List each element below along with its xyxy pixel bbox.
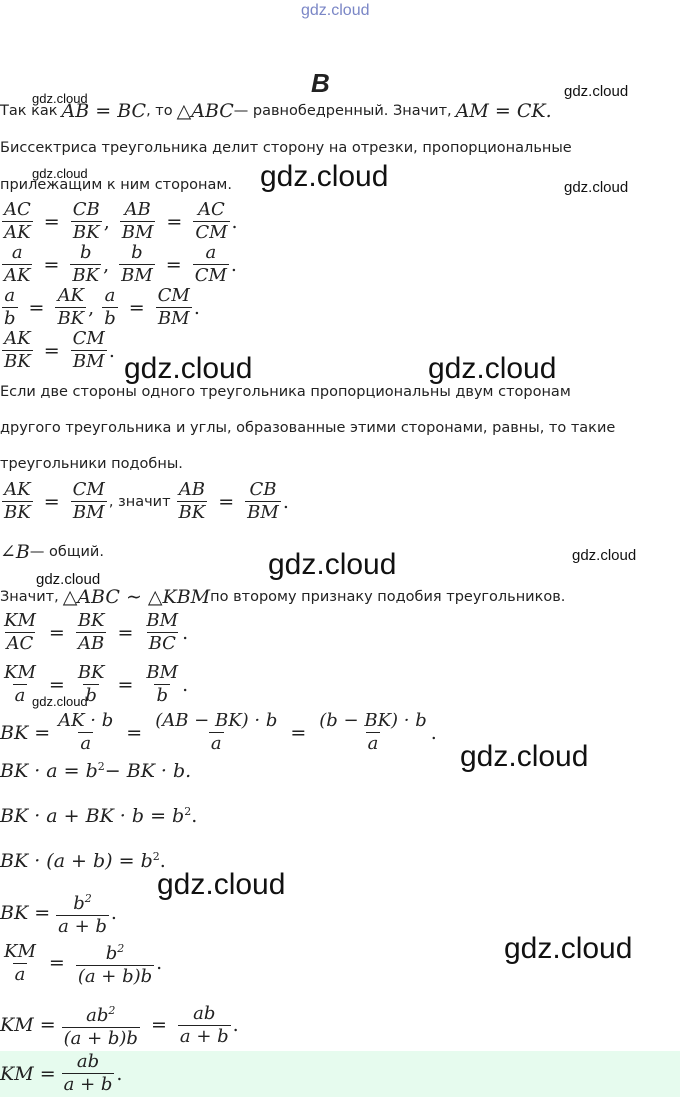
watermark: gdz.cloud (268, 548, 397, 581)
eq-row-4: $\frac{AK}{BK}$ = $\frac{CM}{BM}$ . (4, 328, 115, 372)
eq-row-8: BK = $\frac{AK \cdot b}{a}$ = $\frac{(AB - BK) \cdot b}{a}$ = $\frac{(b - BK) \cdot b}{a}$ . (0, 710, 437, 754)
watermark: gdz.cloud (157, 868, 286, 901)
text: , то (146, 103, 173, 119)
watermark: gdz.cloud (32, 91, 88, 106)
math: AM = CK. (455, 100, 552, 122)
text: Значит, (0, 589, 59, 605)
watermark: gdz.cloud (124, 352, 253, 385)
text-bisector: Биссектриса треугольника делит сторону на отрезки, пропорциональные (0, 140, 572, 156)
text: — общий. (29, 544, 104, 560)
eq-row-1: $\frac{AC}{AK}$ = $\frac{CB}{BK}$ , $\frac{AB}{BM}$ = $\frac{AC}{CM}$ . (4, 199, 238, 243)
watermark: gdz.cloud (260, 160, 389, 193)
watermark: gdz.cloud (32, 694, 88, 709)
text-theorem-2: другого треугольника и углы, образованные этими сторонами, равны, то такие (0, 420, 616, 436)
watermark: gdz.cloud (460, 740, 589, 773)
line-angle (0, 541, 104, 563)
line-isosceles (0, 100, 552, 122)
watermark: gdz.cloud (32, 166, 88, 181)
eq-row-6: $\frac{KM}{AC}$ = $\frac{BK}{AB}$ = $\frac{BM}{BC}$ . (4, 610, 189, 654)
eq-row-5: $\frac{AK}{BK}$ = $\frac{CM}{BM}$ , значит $\frac{AB}{BK}$ = $\frac{CB}{BM}$ . (4, 479, 289, 523)
eq-row-12: BK = $\frac{b^2}{a + b}$ . (0, 892, 117, 937)
math: AB = BC (61, 100, 147, 122)
watermark: gdz.cloud (564, 83, 629, 100)
text: — равнобедренный. Значит, (233, 103, 452, 119)
eq-row-14: KM = $\frac{ab^2}{(a + b)b}$ = $\frac{ab}{a + b}$ . (0, 1002, 239, 1049)
watermark: gdz.cloud (504, 932, 633, 965)
text: Так как (0, 103, 58, 119)
line-similarity (0, 586, 565, 608)
math: △ABC (176, 100, 234, 122)
text: , значит (108, 493, 171, 510)
text: по второму признаку подобия треугольников. (210, 589, 566, 605)
eq-row-13: $\frac{KM}{a}$ = $\frac{b^2}{(a + b)b}$ . (4, 940, 163, 987)
eq-row-2: $\frac{a}{AK}$ = $\frac{b}{BK}$ , $\frac{b}{BM}$ = $\frac{a}{CM}$ . (4, 242, 237, 286)
watermark: gdz.cloud (428, 352, 557, 385)
section-heading: В (311, 68, 330, 98)
top-watermark: gdz.cloud (301, 2, 370, 19)
watermark: gdz.cloud (564, 179, 629, 196)
math: △ABC ∼ △KBM (62, 586, 211, 608)
text-adjacent: прилежащим к ним сторонам. (0, 177, 232, 193)
final-answer: KM = $\frac{ab}{a + b}$ . (0, 1051, 123, 1095)
eq-row-10: BK · a + BK · b = b $^2$ . (0, 805, 198, 827)
eq-row-3: $\frac{a}{b}$ = $\frac{AK}{BK}$ , $\frac{a}{b}$ = $\frac{CM}{BM}$ . (4, 285, 200, 329)
eq-row-7: $\frac{KM}{a}$ = $\frac{BK}{b}$ = $\frac{BM}{b}$ . (4, 662, 189, 706)
watermark: gdz.cloud (572, 547, 637, 564)
text-theorem-1: Если две стороны одного треугольника пропорциональны двум сторонам (0, 384, 571, 400)
eq-row-11: BK · (a + b) = b $^2$ . (0, 850, 166, 872)
text-theorem-3: треугольники подобны. (0, 456, 183, 472)
eq-row-9: BK · a = b $^2$ − BK · b. (0, 760, 192, 782)
watermark: gdz.cloud (36, 571, 101, 588)
math: ∠B (0, 541, 30, 563)
